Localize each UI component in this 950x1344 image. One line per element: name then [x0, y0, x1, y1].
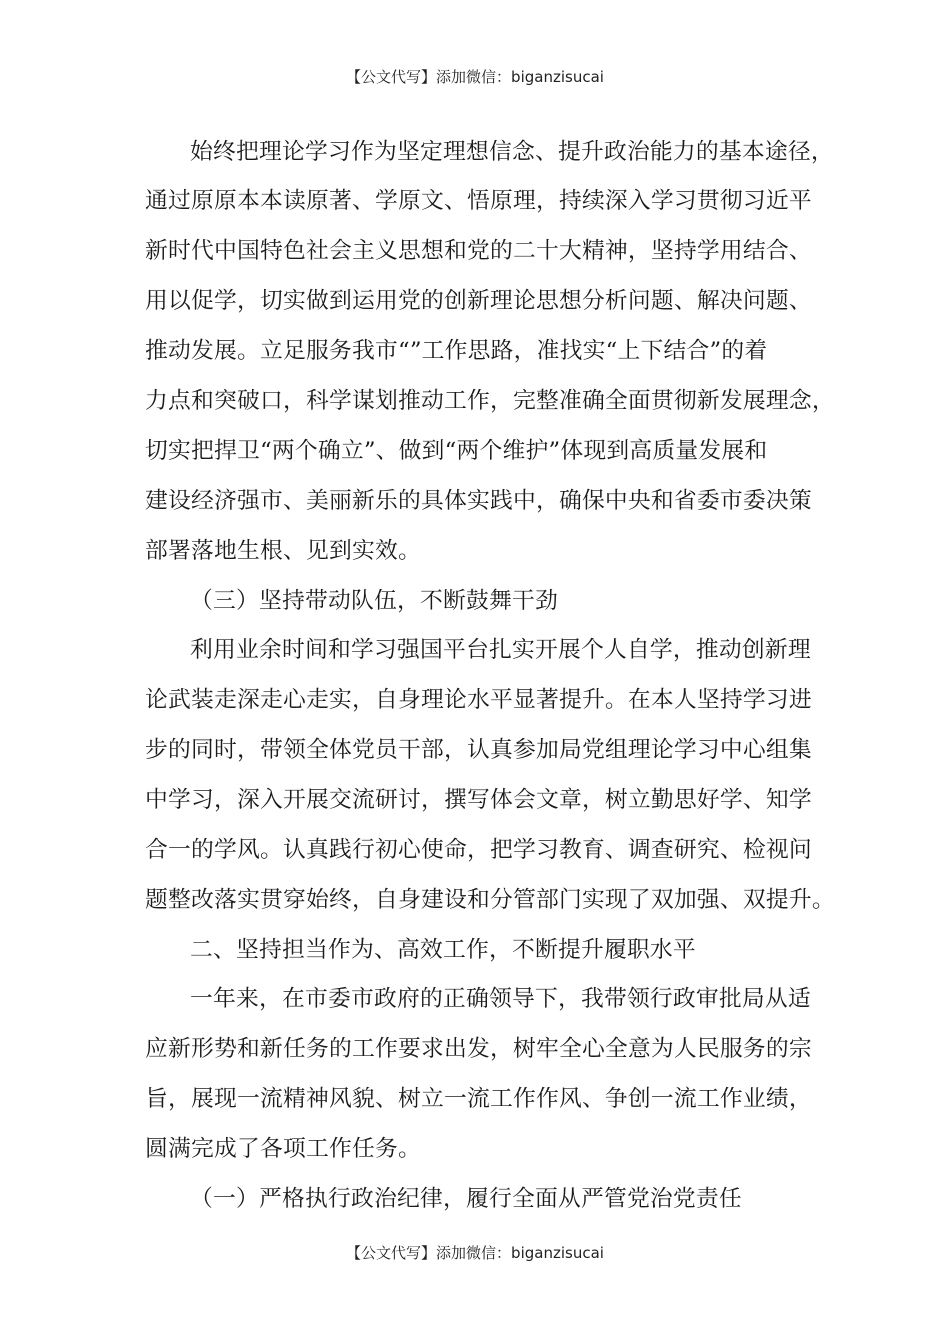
paragraph-line: 始终把理论学习作为坚定理想信念、提升政治能力的基本途径，	[190, 139, 834, 165]
section-heading: （一）严格执行政治纪律，履行全面从严管党治党责任	[190, 1186, 742, 1212]
paragraph-line: 旨，展现一流精神风貌、树立一流工作作风、争创一流工作业绩，	[145, 1086, 812, 1112]
paragraph-line: 建设经济强市、美丽新乐的具体实践中，确保中央和省委市委决策	[145, 488, 812, 514]
paragraph-line: 圆满完成了各项工作任务。	[145, 1136, 421, 1162]
paragraph-line: 新时代中国特色社会主义思想和党的二十大精神，坚持学用结合、	[145, 238, 812, 264]
paragraph-line: 力点和突破口，科学谋划推动工作，完整准确全面贯彻新发展理念，	[145, 388, 835, 414]
paragraph-line: 步的同时，带领全体党员干部，认真参加局党组理论学习中心组集	[145, 737, 812, 763]
paragraph-line: 切实把捍卫“两个确立”、做到“两个维护”体现到高质量发展和	[145, 438, 768, 464]
page-footer: 【公文代写】添加微信：biganzisucai	[346, 1244, 604, 1262]
paragraph-line: 通过原原本本读原著、学原文、悟原理，持续深入学习贯彻习近平	[145, 188, 812, 214]
paragraph-line: 应新形势和新任务的工作要求出发，树牢全心全意为人民服务的宗	[145, 1036, 812, 1062]
page-header: 【公文代写】添加微信：biganzisucai	[346, 68, 604, 86]
paragraph-line: 推动发展。立足服务我市“”工作思路，准找实“上下结合”的着	[145, 338, 768, 364]
paragraph-line: 部署落地生根、见到实效。	[145, 538, 421, 564]
paragraph-line: 一年来，在市委市政府的正确领导下，我带领行政审批局从适	[190, 986, 811, 1012]
section-heading: （三）坚持带动队伍，不断鼓舞干劲	[190, 588, 558, 614]
section-heading: 二、坚持担当作为、高效工作，不断提升履职水平	[190, 937, 696, 963]
paragraph-line: 中学习，深入开展交流研讨，撰写体会文章，树立勤思好学、知学	[145, 787, 812, 813]
paragraph-line: 合一的学风。认真践行初心使命，把学习教育、调查研究、检视问	[145, 837, 812, 863]
paragraph-line: 题整改落实贯穿始终，自身建设和分管部门实现了双加强、双提升。	[145, 887, 835, 913]
paragraph-line: 论武装走深走心走实，自身理论水平显著提升。在本人坚持学习进	[145, 687, 812, 713]
paragraph-line: 用以促学，切实做到运用党的创新理论思想分析问题、解决问题、	[145, 288, 812, 314]
paragraph-line: 利用业余时间和学习强国平台扎实开展个人自学，推动创新理	[190, 637, 811, 663]
